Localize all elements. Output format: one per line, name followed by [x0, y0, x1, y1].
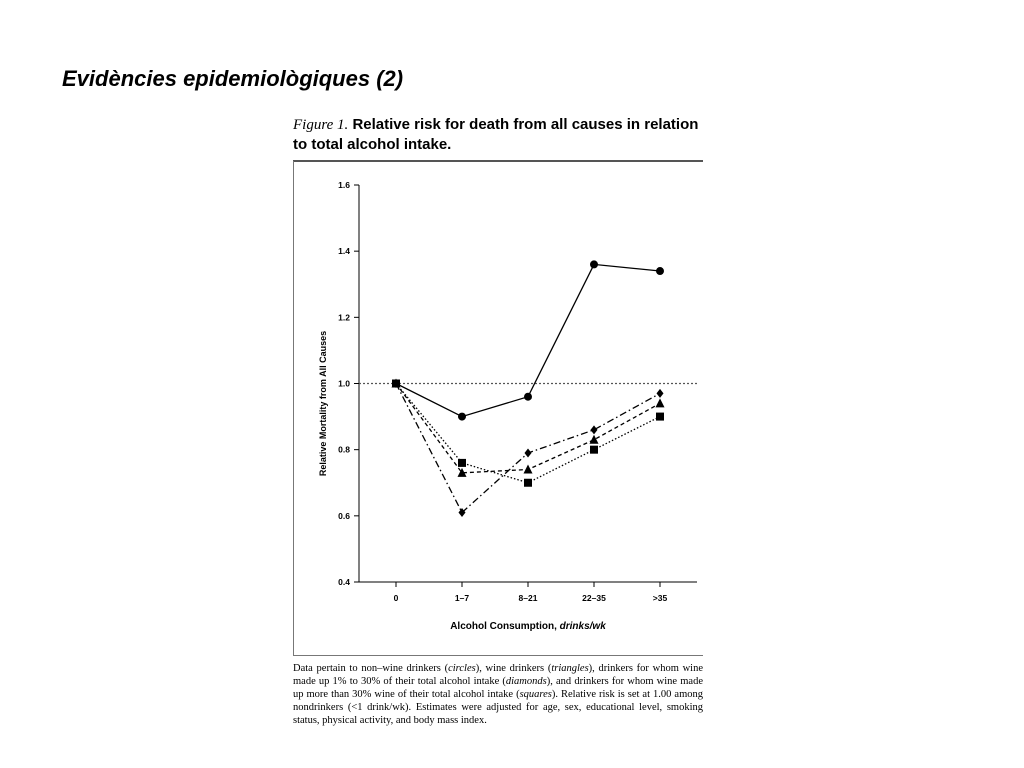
x-axis-label-unit: drinks/wk: [559, 621, 606, 632]
marker-circles: [458, 413, 466, 421]
chart-axes: [354, 185, 697, 587]
y-tick-label: 0.6: [338, 510, 350, 521]
figure-bottom-rule: [293, 655, 703, 656]
marker-squares: [524, 479, 532, 487]
footnote-triangles: triangles: [551, 663, 589, 674]
series-markers: [392, 260, 665, 517]
footnote-text-2: ), wine drinkers (: [475, 663, 552, 674]
marker-circles: [524, 393, 532, 401]
marker-squares: [458, 459, 466, 467]
marker-triangles: [656, 398, 665, 407]
x-tick-label: >35: [652, 593, 668, 603]
series-lines: [396, 264, 660, 512]
marker-triangles: [590, 435, 599, 444]
footnote-diamonds: diamonds: [505, 676, 547, 687]
y-tick-label: 1.0: [338, 378, 350, 389]
slide-title: Evidències epidemiològiques (2): [62, 66, 404, 91]
x-tick-label: 1–7: [454, 593, 470, 603]
y-tick-label: 1.6: [338, 180, 350, 190]
x-tick-label: 8–21: [518, 593, 538, 603]
footnote-circles: circles: [448, 663, 476, 674]
marker-squares: [656, 413, 664, 421]
x-axis-label-main: Alcohol Consumption,: [450, 621, 560, 632]
y-tick-label: 0.4: [338, 577, 350, 587]
footnote-text-5: ). Relative risk is set at 1.00 among nondrinkers (<1 drink/wk). Estimates were adjusted for age, sex, educational level, smoking status, physical activity, and body mass index.: [293, 689, 703, 726]
y-tick-label: 0.8: [338, 444, 350, 455]
marker-triangles: [524, 465, 533, 474]
marker-diamonds: [525, 448, 532, 457]
mortality-chart: [294, 162, 703, 654]
x-tick-label: 0: [393, 593, 399, 603]
figure-caption: [293, 115, 703, 155]
marker-diamonds: [459, 508, 466, 517]
marker-diamonds: [591, 425, 598, 434]
marker-squares: [392, 380, 400, 388]
figure-label: Figure 1.: [293, 117, 349, 133]
x-tick-label: 22–35: [582, 593, 606, 603]
marker-squares: [590, 446, 598, 454]
footnote-text-1: Data pertain to non–wine drinkers (: [293, 663, 449, 674]
footnote-squares: squares: [519, 689, 552, 700]
y-tick-label: 1.2: [338, 312, 350, 323]
marker-circles: [590, 260, 598, 268]
y-tick-label: 1.4: [338, 246, 350, 257]
figure-heading: Relative risk for death from all causes in relation to total alcohol intake.: [293, 116, 699, 153]
footnote-text-4: ), and drinkers for whom wine made up more than 30% wine of their total alcohol intake (: [293, 676, 703, 700]
y-axis-label: Relative Mortality from All Causes: [318, 330, 328, 477]
marker-diamonds: [657, 389, 664, 398]
footnote-text-3: ), drinkers for whom wine made up 1% to 30% of their total alcohol intake (: [293, 663, 704, 687]
axis-labels: [318, 180, 667, 632]
figure-footnote: [293, 662, 703, 727]
x-axis-label: [450, 621, 606, 632]
marker-circles: [656, 267, 664, 275]
